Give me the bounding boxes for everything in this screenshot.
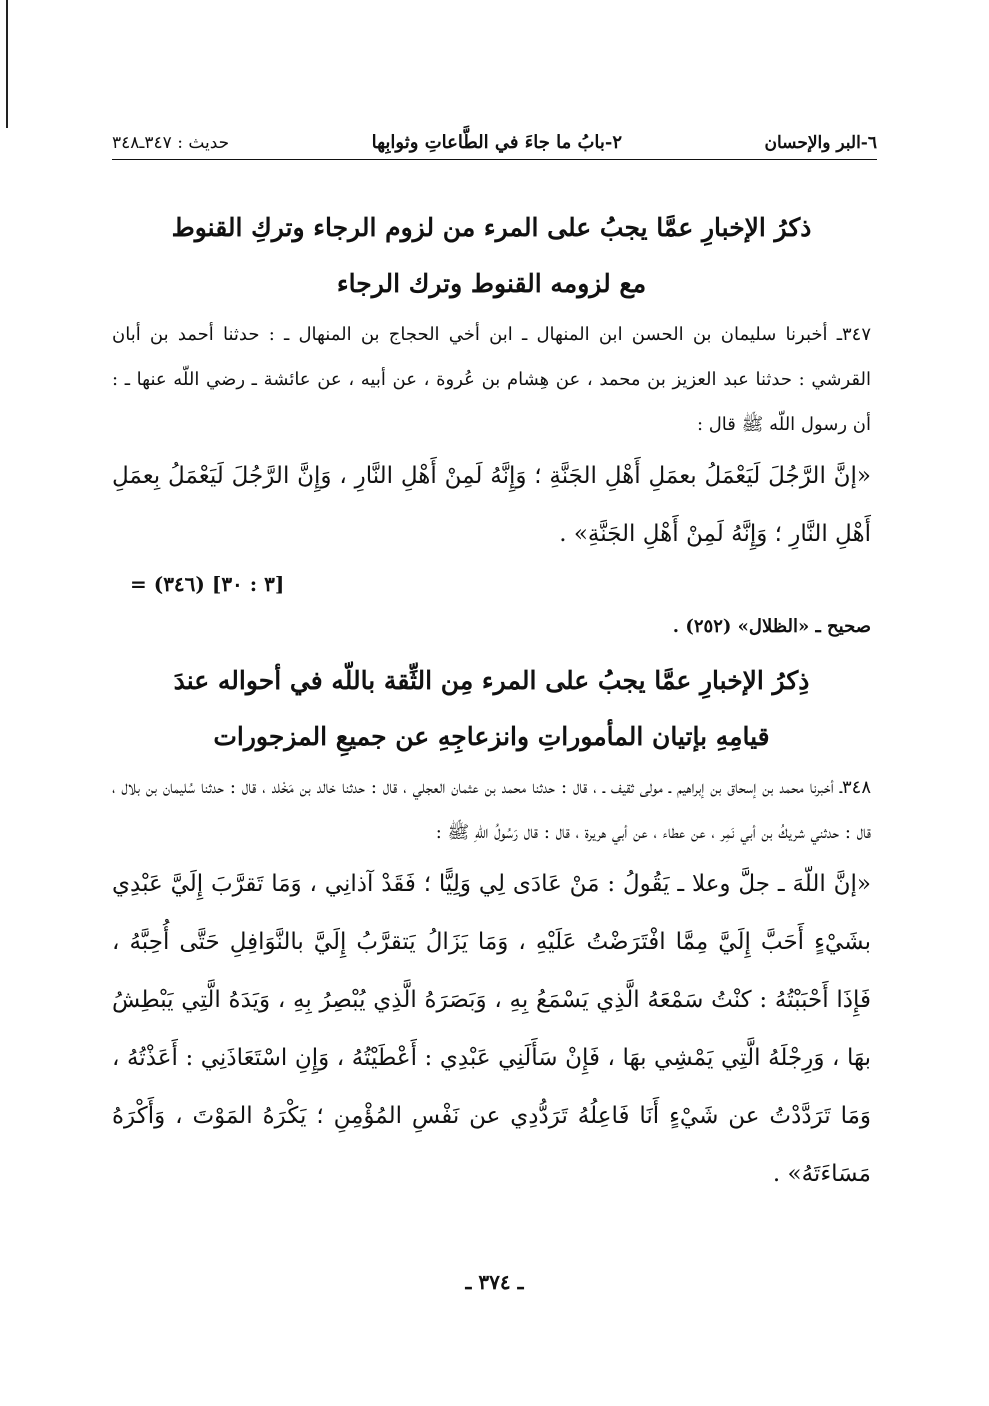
hadith-reference: = (٣٤٦) [٣ : ٣٠] xyxy=(130,572,285,596)
running-header xyxy=(112,128,877,160)
section-heading-line2: مع لزومه القنوط وترك الرجاء xyxy=(336,269,647,298)
header-chapter-title: ٢-بابُ ما جاءَ في الطَّاعاتِ وثوابِها xyxy=(371,132,623,153)
section-heading-line1: ذكرُ الإخبارِ عمَّا يجبُ على المرء من لزوم الرجاء وتركِ القنوط xyxy=(171,213,812,242)
page-content xyxy=(112,200,871,1203)
hadith-matn: «إنَّ اللّهَ ـ جلَّ وعلا ـ يَقُولُ : مَنْ عَادَى لِي وَلِيًّا ؛ فَقَدْ آذانِي ، وَمَا تَقرَّبَ إِلَيَّ عَبْدِي بشَيْءٍ أَحَبَّ إِلَيَّ مِمَّا افْتَرَضْتُ عَلَيْهِ ، وَمَا يَزَالُ يَتقرَّبُ إِلَيَّ بالنَّوَافِلِ حَتَّى أُحِبَّهُ ، فَإِذَا أَحْبَبْتُهُ : كنْتُ سَمْعَهُ الَّذِي يَسْمَعُ بِهِ ، وَبَصَرَهُ الَّذِي يُبْصِرُ بِهِ ، وَيَدَهُ الَّتِي يَبْطِشُ بهَا ، وَرِجْلَهُ الَّتِي يَمْشِي بهَا ، فَإِنْ سَأَلَنِي عَبْدِي : أَعْطَيْتُهُ ، وَإِنِ اسْتَعَاذَنِي : أَعَذْتُهُ ، وَمَا تَرَدَّدْتُ عن شَيْءٍ أَنَا فَاعِلُهُ تَرَدُّدِي عن نَفْسِ المُؤْمِنِ ؛ يَكْرَهُ المَوْتَ ، وَأَكْرَهُ مَسَاءَتَهُ» . xyxy=(112,871,871,1187)
page-edge-line xyxy=(6,0,8,128)
section-heading-line1: ذِكرُ الإخبارِ عمَّا يجبُ على المرء مِن الثِّقة باللّه في أحواله عندَ xyxy=(173,666,810,695)
hadith-grade: صحيح ـ «الظلال» (٢٥٢) . xyxy=(672,616,871,637)
header-book-title: ٦-البر والإحسان xyxy=(764,133,877,153)
hadith-isnad: ٣٤٧ـ أخبرنا سليمان بن الحسن ابن المنهال ـ ابن أخي الحجاج بن المنهال ـ : حدثنا أحمد بن أبان القرشي : حدثنا عبد العزيز بن محمد ، عن هِشام بن عُروة ، عن أبيه ، عن عائشة ـ رضي اللّه عنها ـ : أن رسول اللّه ﷺ قال : xyxy=(112,324,871,435)
hadith-isnad: ٣٤٨ـ أخبرنا محمد بن إسحاق بن إبراهيم ـ مولى ثقيف ـ ، قال : حدثنا محمد بن عثمان العجلي ، قال : حدثنا خالد بن مَخْلد ، قال : حدثنا سُليمان بن بلال ، قال : حدثني شريكُ بن أبي نَمِر ، عن عطاء ، عن أبي هريرة ، قال : قال رَسُولُ اللّهِ ﷺ : xyxy=(112,777,871,843)
hadith-matn: «إنَّ الرَّجُلَ لَيَعْمَلُ بعمَلِ أَهْلِ الجَنَّةِ ؛ وَإِنَّهُ لَمِنْ أَهْلِ النَّارِ ، وَإِنَّ الرَّجُلَ لَيَعْمَلُ بِعمَلِ أَهْلِ النَّارِ ؛ وَإِنَّهُ لَمِنْ أَهْلِ الجَنَّةِ» . xyxy=(112,463,871,547)
page-number: ـ ٣٧٤ ـ xyxy=(465,1270,524,1294)
section-348 xyxy=(112,653,871,1203)
header-hadith-range: حديث : ٣٤٧ـ٣٤٨ xyxy=(112,133,230,153)
section-347 xyxy=(112,200,871,649)
section-heading-line2: قيامِهِ بإتيان المأموراتِ وانزعاجِهِ عن جميعِ المزجورات xyxy=(213,722,770,751)
